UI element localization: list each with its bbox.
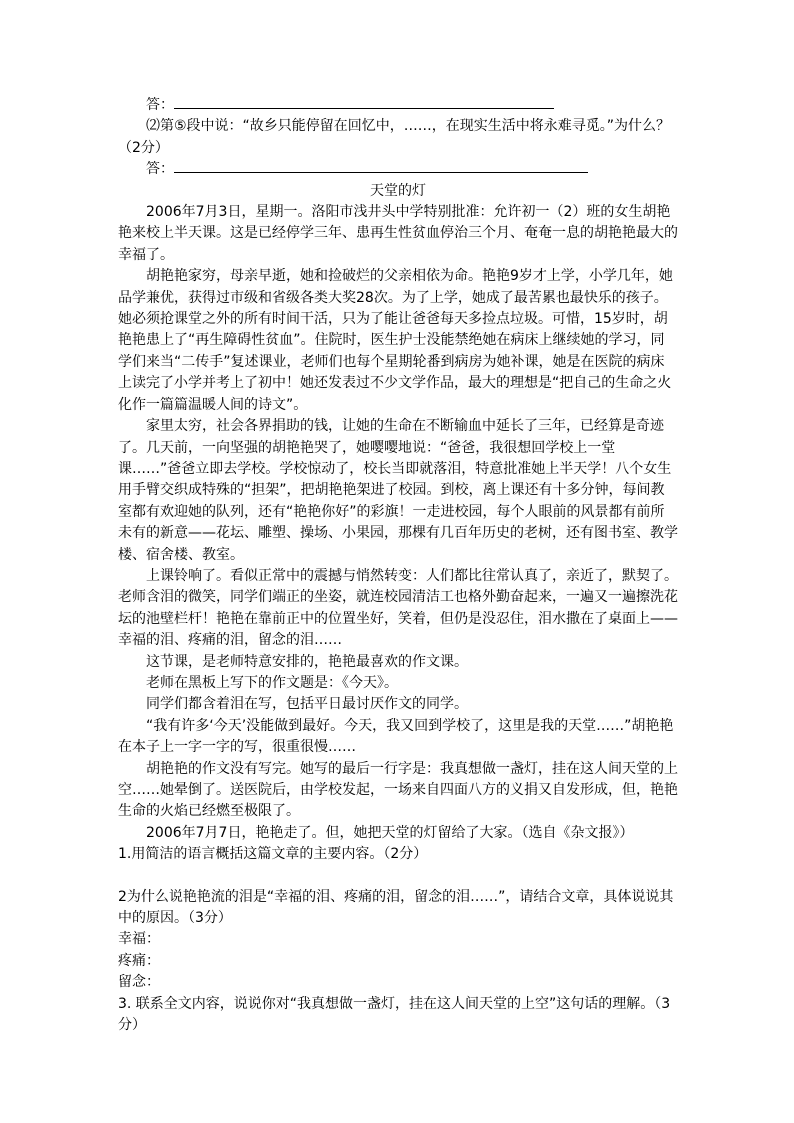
question-prev-2: ⑵第⑤段中说：“故乡只能停留在回忆中，……，在现实生活中将永难寻觅。”为什么？（2分） [118, 118, 671, 156]
answer-blank [174, 160, 588, 173]
paragraph: 这节课，是老师特意安排的，艳艳最喜欢的作文课。 [146, 653, 468, 670]
paragraph: 家里太穷，社会各界捐助的钱，让她的生命在不断输血中延长了三年，已经算是奇迹了。几天前，一向坚强的胡艳艳哭了，她嘤嘤地说：“爸爸，我很想回学校上一堂课……”爸爸立即去学校。学校惊动了，校长当即就落泪，特意批准她上半天学！八个女生用手臂交织成特殊的“担架”，把胡艳艳架进了校园。到校，离上课还有十多分钟，每间教室都有欢迎她的队列，还有“艳艳你好”的彩旗！一走进校园，每个人眼前的风景都有前所未有的新意——花坛、雕塑、操场、小果园，那棵有几百年历史的老树，还有图书室、教学楼、宿舍楼、教室。 [118, 418, 678, 563]
paragraph: 老师在黑板上写下的作文题是：《今天》。 [146, 674, 398, 691]
paragraph: “我有许多‘今天’没能做到最好。今天，我又回到学校了，这里是我的天堂……”胡艳艳在本子上一字一字的写，很重很慢…… [118, 717, 674, 756]
answer-label: 答： [146, 161, 174, 178]
answer-prompt-remembrance: 留念： [118, 974, 160, 991]
answer-space [118, 866, 678, 887]
paragraph: 2006年7月7日，艳艳走了。但，她把天堂的灯留给了大家。（选自《杂文报》） [146, 824, 634, 841]
question-2: 2为什么说艳艳流的泪是“幸福的泪、疼痛的泪，留念的泪……”，请结合文章，具体说说其中的原因。（3分） [118, 888, 674, 927]
article-title: 天堂的灯 [370, 182, 426, 199]
answer-label: 答： [146, 97, 174, 113]
paragraph: 胡艳艳家穷，母亲早逝，她和捡破烂的父亲相依为命。艳艳9岁才上学，小学几年，她品学兼优，获得过市级和省级各类大奖28次。为了上学，她成了最苦累也最快乐的孩子。她必须抢课堂之外的所有时间干活，只为了能让爸爸每天多捡点垃圾。可惜，15岁时，胡艳艳患上了“再生障碍性贫血”。住院时，医生护士没能禁绝她在病床上继续她的学习，同学们来当“二传手”复述课业，老师们也每个星期轮番到病房为她补课，她是在医院的病床上读完了小学并考上了初中！她还发表过不少文学作品，最大的理想是“把自己的生命之火化作一篇篇温暖人间的诗文”。 [118, 268, 673, 413]
answer-line-2 [118, 159, 678, 180]
paragraph: 上课铃响了。看似正常中的震撼与悄然转变：人们都比往常认真了，亲近了，默契了。老师含泪的微笑，同学们端正的坐姿，就连校园清洁工也格外勤奋起来，一遍又一遍擦洗花坛的池壁栏杆！艳艳在靠前正中的位置坐好，笑着，但仍是没忍住，泪水撒在了桌面上——幸福的泪、疼痛的泪，留念的泪…… [118, 567, 678, 649]
document-body [118, 95, 678, 1036]
answer-line-1 [118, 95, 678, 116]
answer-blank [174, 96, 554, 109]
paragraph: 2006年7月3日，星期一。洛阳市浅井头中学特别批准：允许初一（2）班的女生胡艳艳来校上半天课。这是已经停学三年、患再生性贫血停治三个月、奄奄一息的胡艳艳最大的幸福了。 [118, 204, 678, 263]
answer-prompt-pain: 疼痛： [118, 952, 160, 969]
paragraph: 胡艳艳的作文没有写完。她写的最后一行字是：我真想做一盏灯，挂在这人间天堂的上空……她晕倒了。送医院后，由学校发起，一场来自四面八方的义捐又自发形成，但，艳艳生命的火焰已经燃至极限了。 [118, 760, 678, 820]
question-3: 3. 联系全文内容，说说你对“我真想做一盏灯，挂在这人间天堂的上空”这句话的理解。（3分） [118, 995, 671, 1034]
question-1: 1.用简洁的语言概括这篇文章的主要内容。（2分） [118, 846, 428, 863]
paragraph: 同学们都含着泪在写，包括平日最讨厌作文的同学。 [146, 696, 468, 713]
answer-prompt-happiness: 幸福： [118, 931, 160, 948]
